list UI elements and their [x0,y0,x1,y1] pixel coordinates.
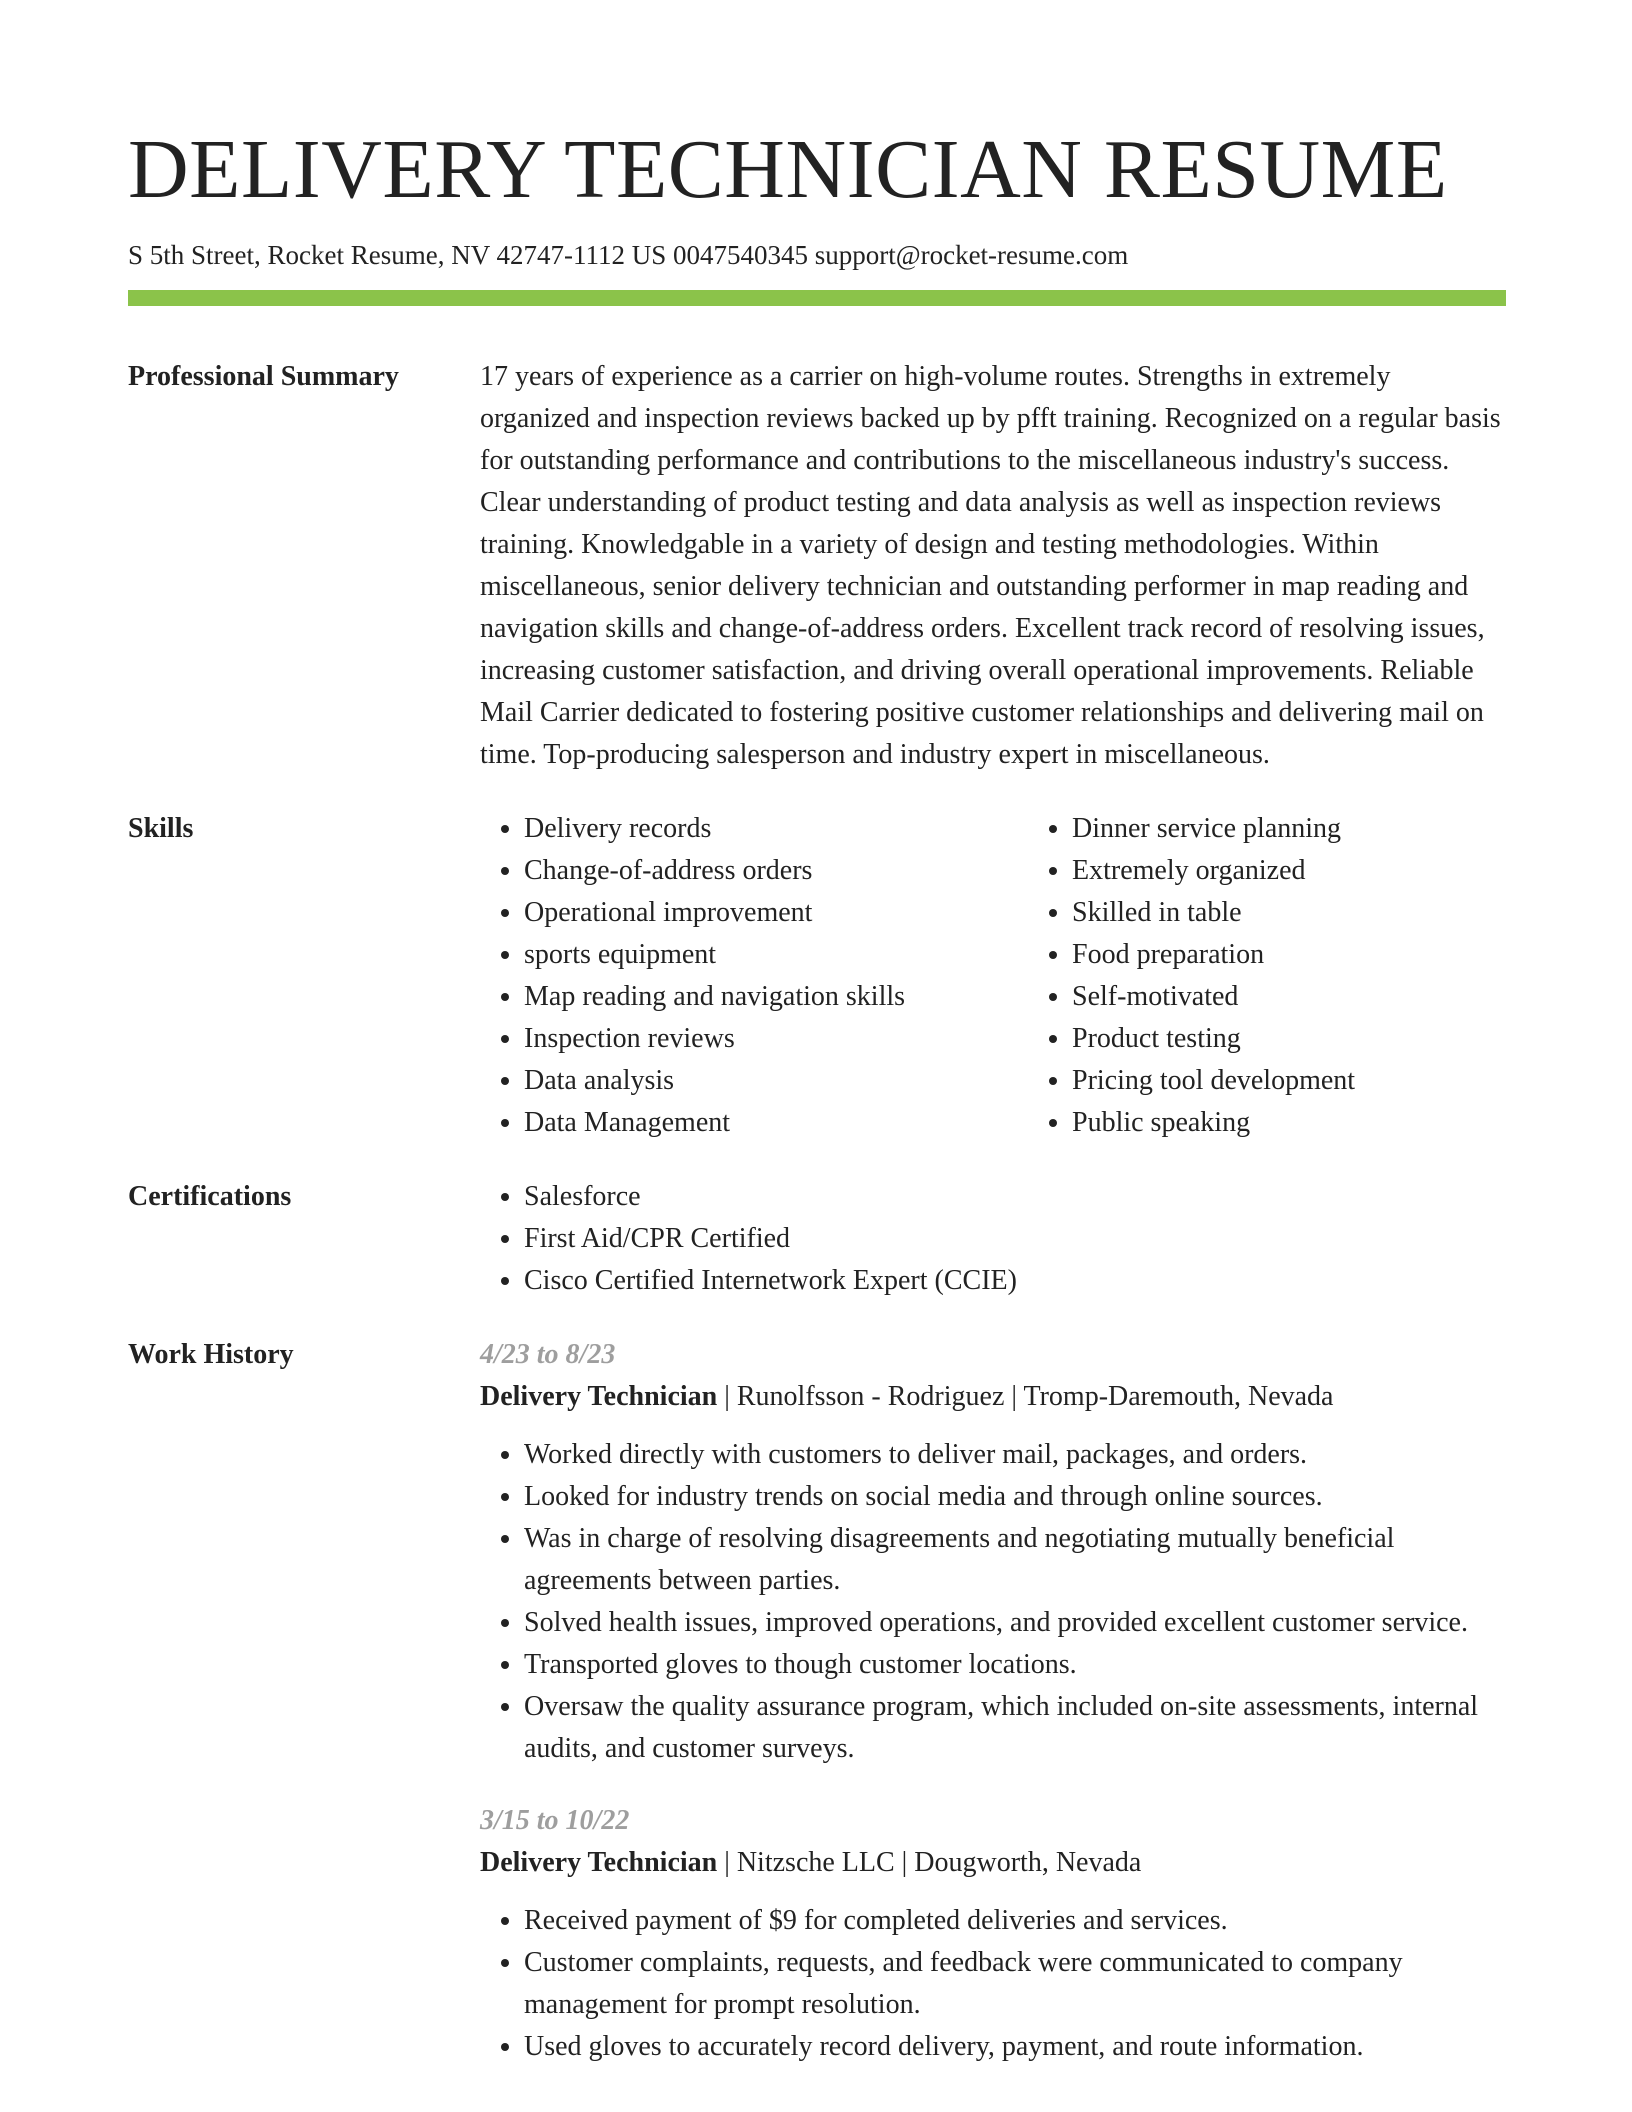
job-title: Delivery Technician [480,1381,718,1412]
job-dates: 4/23 to 8/23 [480,1339,616,1370]
skill-item: • Operational improvement [524,892,1028,934]
resume-page [128,0,1506,2068]
contact-phone: 0047540345 [672,240,808,270]
skills-columns [480,808,1576,1144]
skill-item: • Skilled in table [1072,892,1576,934]
work-history-body [480,1334,1506,2068]
job-title-line [480,1842,1506,1884]
certifications-body [480,1176,1506,1302]
job-dates: 3/15 to 10/22 [480,1805,630,1836]
skill-item: • Change-of-address orders [524,850,1028,892]
job-duty-item: • Transported gloves to though customer locations. [524,1644,1506,1686]
job-title-line [480,1376,1506,1418]
job-duty-item: • Customer complaints, requests, and feedback were communicated to company management for prompt resolution. [524,1942,1506,2026]
resume-title: DELIVERY TECHNICIAN RESUME [128,123,1448,216]
job-employer-location: | Runolfsson - Rodriguez | Tromp-Daremouth, Nevada [717,1381,1334,1412]
skill-item: • Map reading and navigation skills [524,976,1028,1018]
work-history-section [128,1334,1506,2068]
skills-list-right [1028,808,1576,1144]
job-title: Delivery Technician [480,1847,718,1878]
section-title-summary: Professional Summary [128,361,399,392]
skill-item: • Data analysis [524,1060,1028,1102]
job-duties-list [480,1900,1506,2068]
certifications-section [128,1176,1506,1302]
skills-list-left [480,808,1028,1144]
job-duty-item: • Oversaw the quality assurance program, which included on-site assessments, internal audits, and customer surveys. [524,1686,1506,1770]
skill-item: • Delivery records [524,808,1028,850]
skill-item: • Data Management [524,1102,1028,1144]
summary-text: 17 years of experience as a carrier on high-volume routes. Strengths in extremely organized and inspection reviews backed up by pfft training. Recognized on a regular basis for outstanding performance and contributions to the miscellaneous industry's success. Clear understanding of product testing and data analysis as well as inspection reviews training. Knowledgable in a variety of design and testing methodologies. Within miscellaneous, senior delivery technician and outstanding performer in map reading and navigation skills and change-of-address orders. Excellent track record of resolving issues, increasing customer satisfaction, and driving overall operational improvements. Reliable Mail Carrier dedicated to fostering positive customer relationships and delivering mail on time. Top-producing salesperson and industry expert in miscellaneous. [480,361,1501,770]
skill-item: • Pricing tool development [1072,1060,1576,1102]
contact-line [128,238,1506,272]
section-title-work-history: Work History [128,1339,294,1370]
job-duties-list [480,1434,1506,1770]
certification-item: • Salesforce [524,1176,1506,1218]
job-duty-item: • Was in charge of resolving disagreements and negotiating mutually beneficial agreements between parties. [524,1518,1506,1602]
skill-item: • Public speaking [1072,1102,1576,1144]
job-entry [480,1800,1506,2068]
skill-item: • Product testing [1072,1018,1576,1060]
certification-item: • First Aid/CPR Certified [524,1218,1506,1260]
job-entry [480,1334,1506,1770]
job-duty-item: • Solved health issues, improved operations, and provided excellent customer service. [524,1602,1506,1644]
skill-item: • Dinner service planning [1072,808,1576,850]
contact-address: S 5th Street, Rocket Resume, NV 42747-1112 US [128,240,667,270]
section-title-skills: Skills [128,813,194,844]
certifications-list [480,1176,1506,1302]
professional-summary-section [128,356,1506,776]
header-divider [128,290,1506,306]
skill-item: • Food preparation [1072,934,1576,976]
skills-section [128,808,1506,1144]
skill-item: • Extremely organized [1072,850,1576,892]
section-title-certifications: Certifications [128,1181,292,1212]
job-duty-item: • Used gloves to accurately record delivery, payment, and route information. [524,2026,1506,2068]
job-duty-item: • Worked directly with customers to deliver mail, packages, and orders. [524,1434,1506,1476]
skill-item: • Inspection reviews [524,1018,1028,1060]
contact-email: support@rocket-resume.com [814,240,1129,270]
skill-item: • sports equipment [524,934,1028,976]
skill-item: • Self-motivated [1072,976,1576,1018]
certification-item: • Cisco Certified Internetwork Expert (CCIE) [524,1260,1506,1302]
job-duty-item: • Looked for industry trends on social media and through online sources. [524,1476,1506,1518]
job-duty-item: • Received payment of $9 for completed deliveries and services. [524,1900,1506,1942]
job-employer-location: | Nitzsche LLC | Dougworth, Nevada [717,1847,1142,1878]
